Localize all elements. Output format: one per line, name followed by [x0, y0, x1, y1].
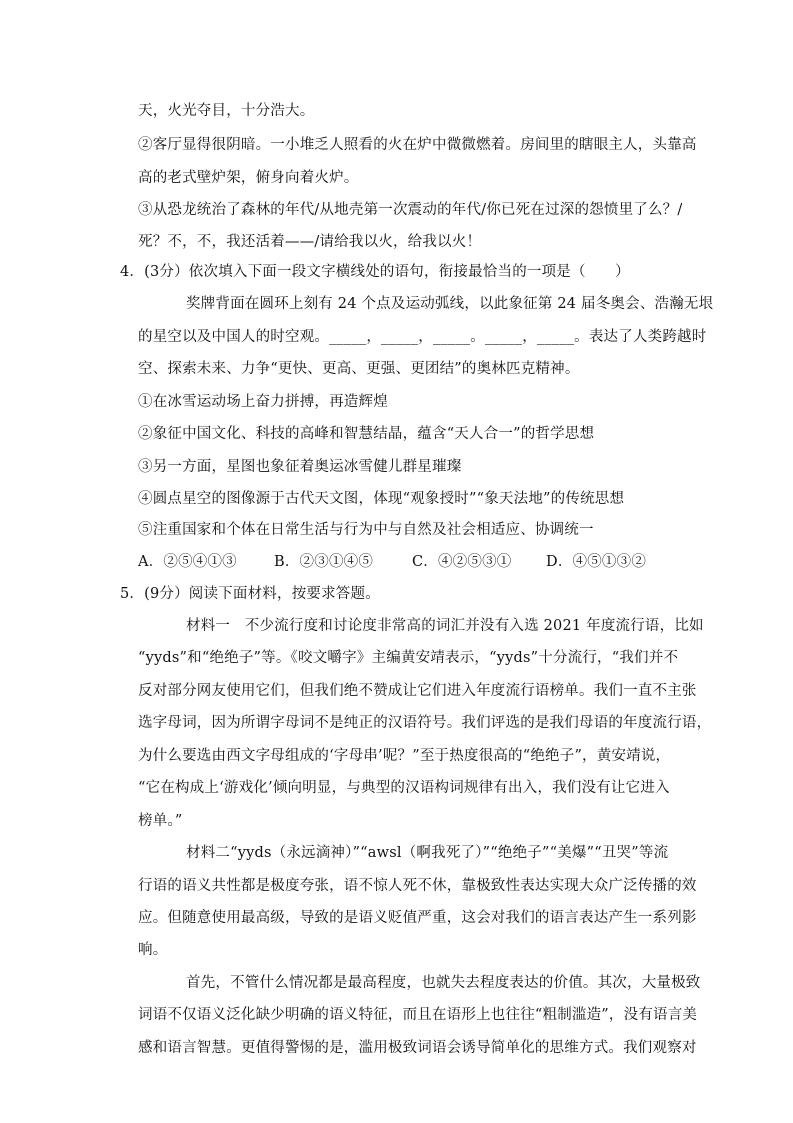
text-line-m1d: 选字母词，因为所谓字母词不是纯正的汉语符号。我们评选的是我们母语的年度流行语，: [138, 715, 712, 731]
text-line-m2a: 材料二“yyds（永远滴神）”“awsl（啊我死了）”“绝绝子”“美爆”“丑哭”等流: [186, 845, 669, 861]
text-line-q4o4: ④圆点星空的图像源于古代天文图，体现“观象授时”“象天法地”的传统思想: [138, 491, 625, 507]
text-line-q4o1: ①在冰雪运动场上奋力拼搏，再造辉煌: [138, 394, 388, 410]
text-line-q5: 5．(9分）阅读下面材料，按要求答题。: [120, 586, 380, 602]
text-line-m1f: “它在构成上‘游戏化’倾向明显，与典型的汉语构词规律有出入，我们没有让它进入: [138, 780, 670, 796]
text-line-q4o5: ⑤注重国家和个体在日常生活与行为中与自然及社会相适应、协调统一: [138, 522, 594, 538]
text-line-m3a: 首先，不管什么情况都是最高程度，也就失去程度表达的价值。其次，大量极致: [186, 975, 701, 991]
text-line-m1c: 反对部分网友使用它们，但我们绝不赞成让它们进入年度流行语榜单。我们一直不主张: [138, 683, 697, 699]
text-line-p2: 高的老式壁炉架，俯身向着火炉。: [138, 170, 359, 186]
option-b: B．②③①④⑤: [274, 554, 374, 570]
text-line-q4p2: 的星空以及中国人的时空观。_____，_____，_____。_____，_____。表达了人类跨越时: [138, 329, 707, 345]
text-line-m1e: 为什么要选由西文字母组成的‘字母串’呢？”至于热度很高的“绝绝子”，黄安靖说，: [138, 748, 671, 764]
text-line-m2c: 应。但随意使用最高级，导致的是语义贬值严重，这会对我们的语言表达产生一系列影: [138, 910, 697, 926]
option-c: C．④②⑤③①: [412, 554, 512, 570]
text-line-m2b: 行语的语义共性都是极度夸张，语不惊人死不休，靠极致性表达实现大众广泛传播的效: [138, 878, 697, 894]
text-line-m1a: 材料一 不少流行度和讨论度非常高的词汇并没有入选 2021 年度流行语，比如: [186, 618, 704, 634]
text-line-q4p1: 奖牌背面在圆环上刻有 24 个点及运动弧线，以此象征第 24 届冬奥会、浩瀚无垠: [186, 296, 714, 312]
text-line-p3: ③从恐龙统治了森林的年代/从地壳第一次震动的年代/你已死在过深的怨愤里了么？/: [138, 202, 683, 218]
text-line-m1g: 榜单。”: [138, 813, 183, 829]
text-line-p4: 死？不，不，我还活着——/请给我以火，给我以火！: [138, 234, 482, 250]
text-line-q4: 4．(3分）依次填入下面一段文字横线处的语句，衔接最恰当的一项是（ ）: [120, 264, 630, 280]
text-line-m1b: “yyds”和“绝绝子”等。《咬文嚼字》主编黄安靖表示，“yyds”十分流行，“我们并不: [138, 650, 679, 666]
text-line-q4o2: ②象征中国文化、科技的高峰和智慧结晶，蕴含“天人合一”的哲学思想: [138, 426, 595, 442]
text-line-m3b: 词语不仅语义泛化缺少明确的语义特征，而且在语形上也往往“粗制滥造”，没有语言美: [138, 1007, 698, 1023]
option-a: A．②⑤④①③: [138, 554, 237, 570]
option-d: D．④⑤①③②: [546, 554, 647, 570]
text-line-p0: 天，火光夺目，十分浩大。: [138, 103, 315, 119]
q4-answer-options: [138, 552, 646, 572]
text-line-q4p3: 空、探索未来、力争“更快、更高、更强、更团结”的奥林匹克精神。: [138, 361, 580, 377]
text-line-m2d: 响。: [138, 942, 168, 958]
text-line-q4o3: ③另一方面，星图也象征着奥运冰雪健儿群星璀璨: [138, 459, 462, 475]
text-line-m3c: 感和语言智慧。更值得警惕的是，滥用极致词语会诱导简单化的思维方式。我们观察对: [138, 1040, 697, 1056]
text-line-p1: ②客厅显得很阴暗。一小堆乏人照看的火在炉中微微燃着。房间里的瞎眼主人，头靠高: [138, 137, 697, 153]
